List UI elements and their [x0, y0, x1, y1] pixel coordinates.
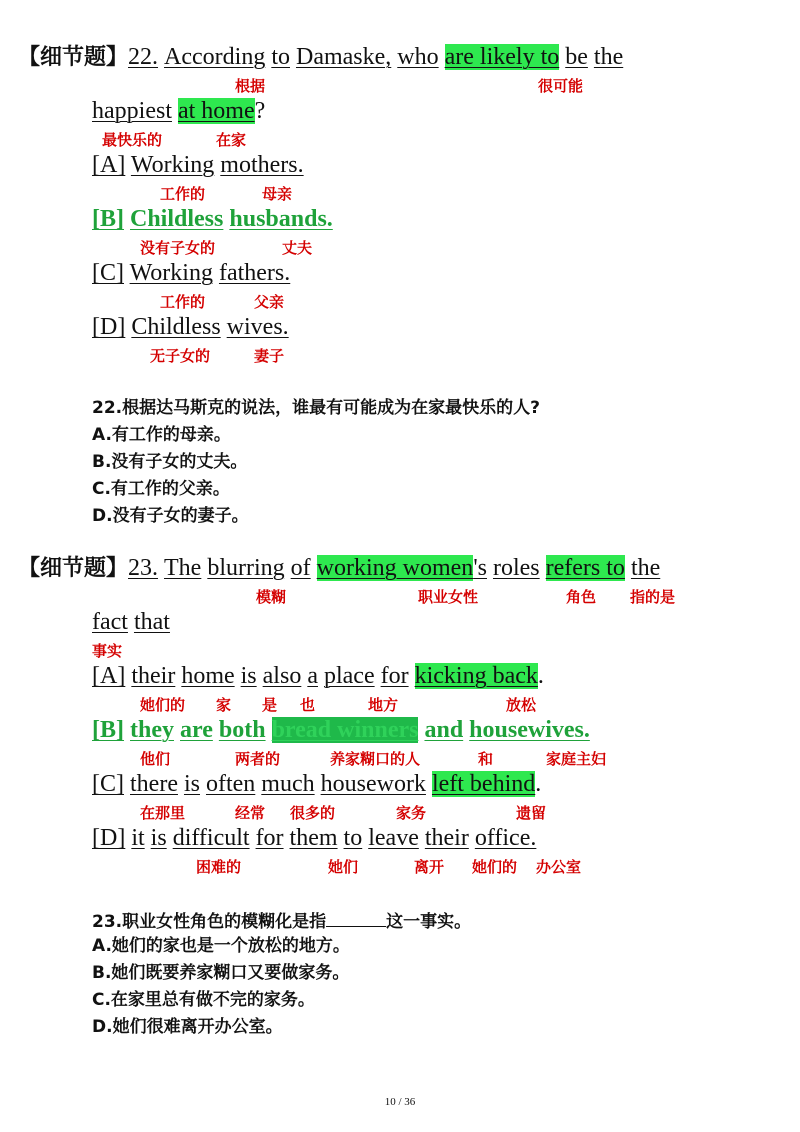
gloss: 两者的 — [235, 750, 281, 768]
highlighted-phrase: refers to — [545, 555, 625, 581]
gloss: 父亲 — [254, 293, 285, 311]
gloss: 无子女的 — [150, 347, 211, 365]
q22-option-b-answer: [B] Childless husbands. — [92, 206, 333, 232]
gloss: 她们的 — [472, 858, 518, 876]
gloss: 经常 — [235, 804, 266, 822]
gloss: 离开 — [414, 858, 445, 876]
q23-translation-a: A.她们的家也是一个放松的地方。 — [92, 936, 350, 956]
q23-translation-c: C.在家里总有做不完的家务。 — [92, 990, 315, 1010]
highlighted-phrase: left behind — [431, 771, 536, 797]
highlighted-phrase: kicking back — [414, 663, 538, 689]
page-number: 10 / 36 — [384, 1096, 416, 1108]
q23-option-c: [C] there is often much housework left behind. — [92, 771, 542, 797]
gloss: 没有子女的 — [140, 239, 216, 257]
fill-in-blank — [326, 908, 386, 927]
gloss: 工作的 — [160, 185, 206, 203]
gloss: 困难的 — [196, 858, 242, 876]
gloss: 办公室 — [536, 858, 582, 876]
gloss: 家 — [216, 696, 232, 714]
gloss: 丈夫 — [282, 239, 313, 257]
q23-translation-b: B.她们既要养家糊口又要做家务。 — [92, 963, 350, 983]
highlighted-phrase: at home — [177, 98, 255, 124]
gloss: 事实 — [92, 642, 123, 660]
gloss: 模糊 — [256, 588, 287, 606]
question-type-tag: 【细节题】 — [18, 556, 129, 581]
q22-translation-a: A.有工作的母亲。 — [92, 425, 231, 445]
gloss: 他们 — [140, 750, 171, 768]
gloss: 在家 — [216, 131, 247, 149]
q22-option-d: [D] Childless wives. — [92, 314, 289, 340]
gloss: 也 — [300, 696, 316, 714]
q23-option-b-answer: [B] they are both bread winners and housewives. — [92, 717, 590, 743]
q23-stem-line-1: 【细节题】23. The blurring of working women's roles refers to the — [18, 555, 661, 581]
q22-stem-line-2: happiest at home? — [92, 98, 266, 124]
gloss: 妻子 — [254, 347, 285, 365]
q22-stem-line-1: 【细节题】22. According to Damaske, who are likely to be the — [18, 44, 624, 70]
q22-translation-question: 22.根据达马斯克的说法，谁最有可能成为在家最快乐的人? — [92, 398, 540, 418]
question-type-tag: 【细节题】 — [18, 45, 129, 70]
gloss: 角色 — [566, 588, 597, 606]
q22-translation-d: D.没有子女的妻子。 — [92, 506, 249, 526]
gloss: 指的是 — [630, 588, 676, 606]
gloss: 最快乐的 — [102, 131, 163, 149]
gloss: 很可能 — [538, 77, 584, 95]
highlighted-phrase: bread winners — [271, 717, 419, 743]
gloss: 工作的 — [160, 293, 206, 311]
highlighted-phrase: are likely to — [444, 44, 560, 70]
q22-translation-c: C.有工作的父亲。 — [92, 479, 230, 499]
q22-option-a: [A] Working mothers. — [92, 152, 304, 178]
q23-translation-d: D.她们很难离开办公室。 — [92, 1017, 283, 1037]
gloss: 放松 — [506, 696, 537, 714]
gloss: 养家糊口的人 — [330, 750, 421, 768]
gloss: 地方 — [368, 696, 399, 714]
gloss: 很多的 — [290, 804, 336, 822]
gloss: 母亲 — [262, 185, 293, 203]
gloss: 家务 — [396, 804, 427, 822]
highlighted-phrase: working women — [316, 555, 474, 581]
gloss: 遗留 — [516, 804, 547, 822]
q22-translation-b: B.没有子女的丈夫。 — [92, 452, 248, 472]
gloss: 和 — [478, 750, 494, 768]
gloss: 她们 — [328, 858, 359, 876]
gloss: 家庭主妇 — [546, 750, 607, 768]
gloss: 她们的 — [140, 696, 186, 714]
q23-stem-line-2: fact that — [92, 609, 170, 635]
q23-option-d: [D] it is difficult for them to leave their office. — [92, 825, 537, 851]
q23-option-a: [A] their home is also a place for kicking back. — [92, 663, 544, 689]
gloss: 根据 — [235, 77, 266, 95]
gloss: 在那里 — [140, 804, 186, 822]
gloss: 职业女性 — [418, 588, 479, 606]
q23-translation-question: 23.职业女性角色的模糊化是指 这一事实。 — [92, 908, 471, 933]
q22-option-c: [C] Working fathers. — [92, 260, 291, 286]
gloss: 是 — [262, 696, 278, 714]
